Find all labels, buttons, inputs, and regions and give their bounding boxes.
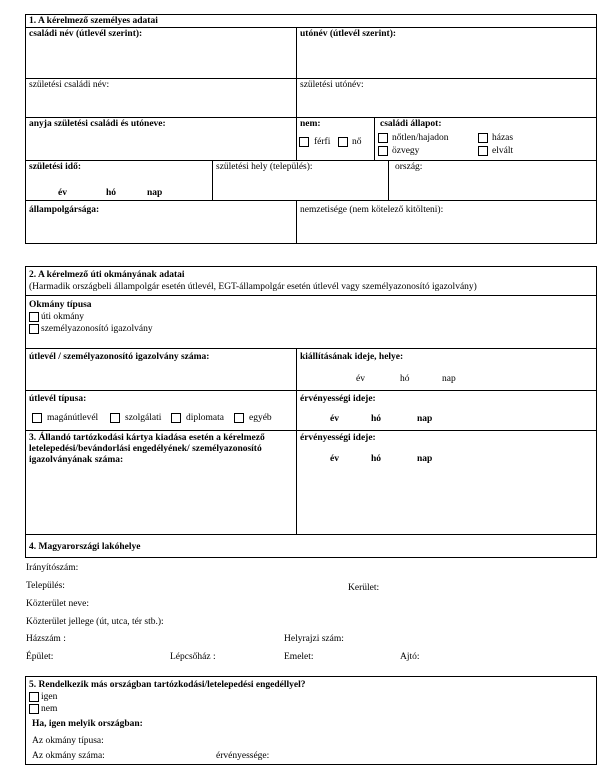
which-country-label: Ha, igen melyik országban: — [32, 719, 143, 729]
marital-widowed-checkbox[interactable] — [378, 146, 388, 156]
country-label: ország: — [395, 162, 423, 172]
permit-doc-no-label: Az okmány száma: — [32, 751, 105, 761]
doc-number-label: útlevél / személyazonosító igazolvány száma: — [29, 352, 210, 362]
marital-married-label: házas — [492, 133, 514, 143]
sex-male-checkbox[interactable] — [299, 137, 309, 147]
marital-single-checkbox[interactable] — [378, 133, 388, 143]
validity2-day-label: nap — [417, 454, 433, 464]
pt-service-checkbox[interactable] — [110, 413, 120, 423]
birth-date-label: születési idő: — [29, 162, 81, 172]
issue-day-label: nap — [442, 374, 456, 384]
permit-no-checkbox[interactable] — [29, 704, 39, 714]
sex-female-checkbox[interactable] — [338, 137, 348, 147]
marital-divorced-checkbox[interactable] — [478, 146, 488, 156]
pt-service-label: szolgálati — [125, 413, 162, 423]
validity2-month-label: hó — [371, 454, 382, 464]
house-no-label: Házszám : — [26, 634, 66, 644]
city-label: Település: — [26, 581, 65, 591]
lot-no-label: Helyrajzi szám: — [284, 634, 344, 644]
marital-divorced-label: elvált — [492, 146, 514, 156]
permit-no-label: nem — [41, 704, 58, 714]
validity-year-label: év — [330, 414, 339, 424]
staircase-label: Lépcsőház : — [170, 652, 216, 662]
pt-diplomatic-label: diplomata — [186, 413, 224, 423]
marital-widowed-label: özvegy — [392, 146, 420, 156]
permit-yes-checkbox[interactable] — [29, 692, 39, 702]
marital-married-checkbox[interactable] — [478, 133, 488, 143]
pt-private-checkbox[interactable] — [32, 413, 42, 423]
birth-place-label: születési hely (település): — [216, 162, 313, 172]
validity-day-label: nap — [417, 414, 433, 424]
street-type-label: Közterület jellege (út, utca, tér stb.): — [26, 617, 164, 627]
birth-day-label: nap — [147, 188, 163, 198]
section-2-title: 2. A kérelmező úti okmányának adatai — [29, 270, 185, 280]
birth-family-name-label: születési családi név: — [29, 80, 110, 90]
pt-private-label: magánútlevél — [47, 413, 99, 423]
section-1-title: 1. A kérelmező személyes adatai — [29, 16, 158, 26]
building-label: Épület: — [26, 652, 54, 662]
given-name-label: utónév (útlevél szerint): — [300, 29, 397, 39]
doc-type-id-label: személyazonosító igazolvány — [41, 324, 153, 334]
birth-month-label: hó — [106, 188, 117, 198]
district-label: Kerület: — [348, 583, 380, 593]
issue-year-label: év — [356, 374, 365, 384]
pt-other-checkbox[interactable] — [234, 413, 244, 423]
nationality-label: nemzetisége (nem kötelező kitölteni): — [300, 205, 444, 215]
validity2-label: érvényességi ideje: — [300, 433, 376, 443]
issue-month-label: hó — [400, 374, 410, 384]
doc-type-travel-checkbox[interactable] — [29, 312, 39, 322]
sex-label: nem: — [300, 119, 321, 129]
doc-type-label: Okmány típusa — [29, 300, 92, 310]
birth-year-label: év — [58, 188, 67, 198]
doc-type-id-checkbox[interactable] — [29, 324, 39, 334]
section-4-title: 4. Magyarországi lakóhelye — [29, 542, 141, 552]
issue-label: kiállításának ideje, helye: — [300, 352, 404, 362]
section-2-subtitle: (Harmadik országbeli állampolgár esetén útlevél, EGT-állampolgár esetén útlevél vagy személyazonosító igazolvány) — [29, 282, 477, 292]
birth-given-name-label: születési utónév: — [300, 80, 364, 90]
marital-single-label: nőtlen/hajadon — [392, 133, 449, 143]
pt-diplomatic-checkbox[interactable] — [171, 413, 181, 423]
permit-validity-label: érvényessége: — [216, 751, 270, 761]
mother-name-label: anyja születési családi és utóneve: — [29, 119, 166, 129]
sex-male-label: férfi — [314, 137, 331, 147]
floor-label: Emelet: — [284, 652, 314, 662]
zip-label: Irányítószám: — [26, 563, 79, 573]
section-3-text: 3. Állandó tartózkodási kártya kiadása esetén a kérelmező letelepedési/bevándorlási engedélyének/ személyazonosító igazolványának száma: — [29, 433, 265, 465]
permit-yes-label: igen — [41, 692, 58, 702]
permit-doc-type-label: Az okmány típusa: — [32, 736, 104, 746]
section-5-title: 5. Rendelkezik más országban tartózkodási/letelepedési engedéllyel? — [29, 680, 306, 690]
pt-other-label: egyéb — [249, 413, 272, 423]
passport-type-label: útlevél típusa: — [29, 394, 87, 404]
sex-female-label: nő — [352, 137, 362, 147]
family-name-label: családi név (útlevél szerint): — [29, 29, 143, 39]
street-label: Közterület neve: — [26, 599, 90, 609]
validity2-year-label: év — [330, 454, 339, 464]
validity-month-label: hó — [371, 414, 382, 424]
door-label: Ajtó: — [400, 652, 420, 662]
doc-type-travel-label: úti okmány — [41, 312, 85, 322]
citizenship-label: állampolgársága: — [29, 205, 100, 215]
validity-label: érvényességi ideje: — [300, 394, 376, 404]
marital-status-label: családi állapot: — [380, 119, 442, 129]
